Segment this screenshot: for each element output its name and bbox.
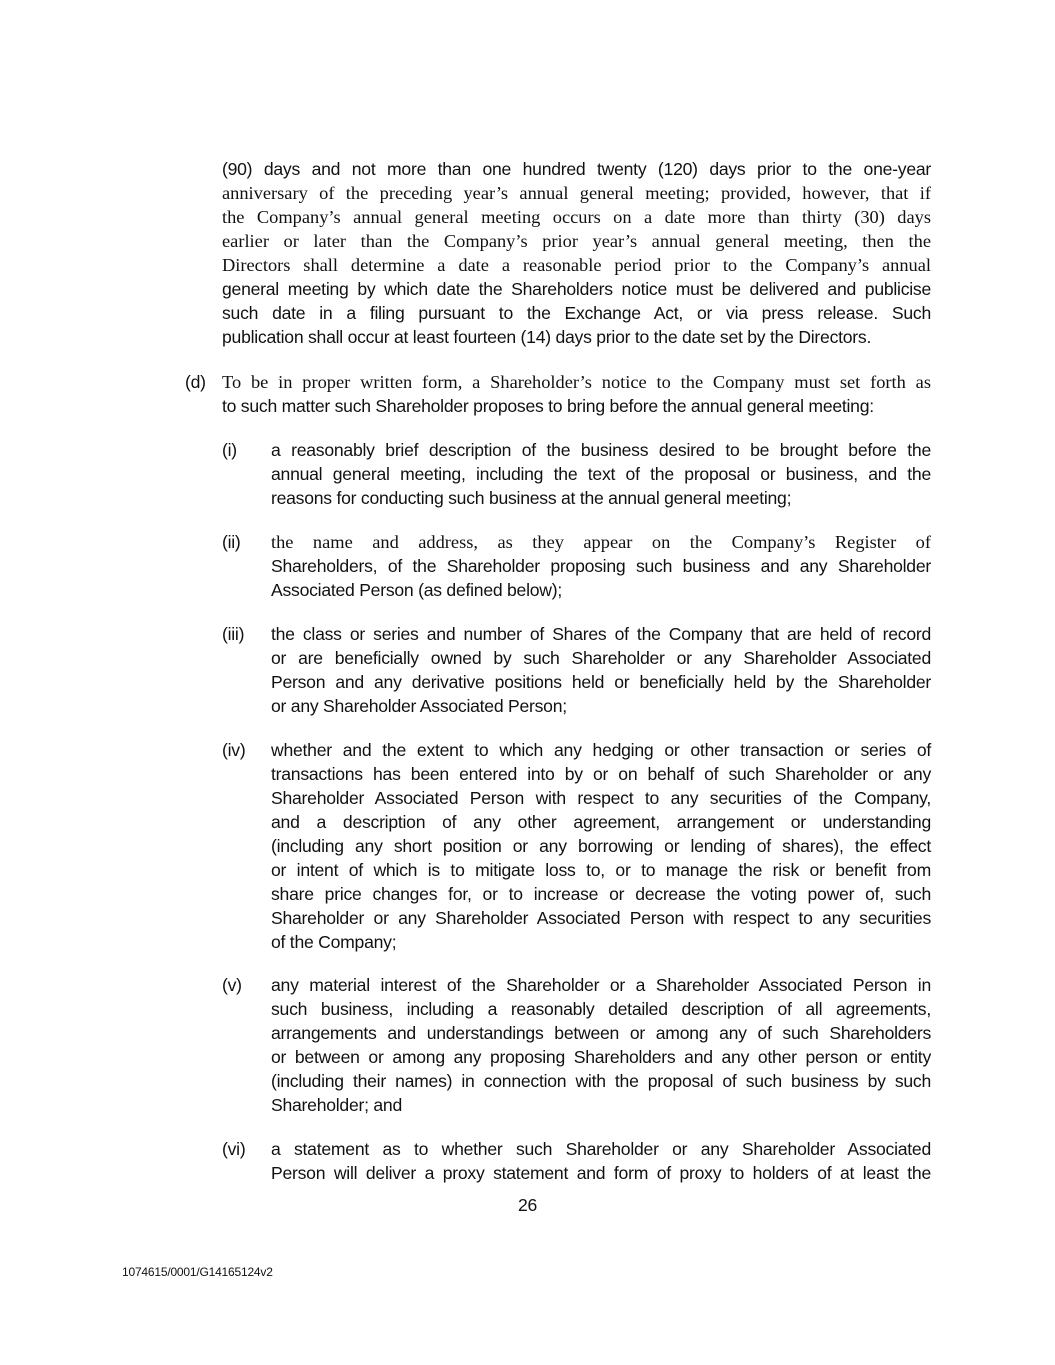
item-line: Person and any derivative positions held or beneficially held by the Shareholder: [271, 672, 931, 692]
item-line: any material interest of the Shareholder or a Shareholder Associated Person in: [271, 975, 931, 995]
item-label: (v): [222, 975, 242, 995]
item-label: (vi): [222, 1139, 246, 1159]
item-line: Associated Person (as defined below);: [271, 580, 562, 600]
item-line: arrangements and understandings between or among any of such Shareholders: [271, 1023, 931, 1043]
item-line: whether and the extent to which any hedging or other transaction or series of: [271, 740, 931, 760]
item-line: or between or among any proposing Shareholders and any other person or entity: [271, 1047, 931, 1067]
item-line: a statement as to whether such Shareholder or any Shareholder Associated: [271, 1139, 931, 1159]
paragraph-line: anniversary of the preceding year’s annual general meeting; provided, however, that if: [222, 183, 931, 203]
paragraph-line: To be in proper written form, a Shareholder’s notice to the Company must set forth as: [222, 372, 931, 392]
item-label: (iv): [222, 740, 246, 760]
paragraph-line: earlier or later than the Company’s prior year’s annual general meeting, then the: [222, 231, 931, 251]
item-label: (iii): [222, 624, 245, 644]
paragraph-line: (90) days and not more than one hundred twenty (120) days prior to the one-year: [222, 159, 931, 179]
item-line: or intent of which is to mitigate loss to, or to manage the risk or benefit from: [271, 860, 931, 880]
item-line: transactions has been entered into by or on behalf of such Shareholder or any: [271, 764, 931, 784]
paragraph-line: publication shall occur at least fourteen (14) days prior to the date set by the Directors.: [222, 327, 872, 347]
item-line: Person will deliver a proxy statement and form of proxy to holders of at least the: [271, 1163, 931, 1183]
item-line: and a description of any other agreement, arrangement or understanding: [271, 812, 931, 832]
item-line: annual general meeting, including the text of the proposal or business, and the: [271, 464, 931, 484]
item-line: Shareholder; and: [271, 1095, 402, 1115]
item-line: or any Shareholder Associated Person;: [271, 696, 567, 716]
item-line: Shareholders, of the Shareholder proposing such business and any Shareholder: [271, 556, 931, 576]
section-label: (d): [185, 372, 206, 392]
item-line: such business, including a reasonably detailed description of all agreements,: [271, 999, 931, 1019]
document-id-footer: 1074615/0001/G14165124v2: [122, 1265, 273, 1279]
item-line: a reasonably brief description of the business desired to be brought before the: [271, 440, 931, 460]
paragraph-line: the Company’s annual general meeting occurs on a date more than thirty (30) days: [222, 207, 931, 227]
item-line: the class or series and number of Shares of the Company that are held of record: [271, 624, 931, 644]
item-line: Shareholder or any Shareholder Associated Person with respect to any securities: [271, 908, 931, 928]
paragraph-line: general meeting by which date the Shareholders notice must be delivered and publicise: [222, 279, 931, 299]
paragraph-line: Directors shall determine a date a reasonable period prior to the Company’s annual: [222, 255, 931, 275]
item-line: the name and address, as they appear on the Company’s Register of: [271, 532, 931, 552]
item-line: or are beneficially owned by such Shareholder or any Shareholder Associated: [271, 648, 931, 668]
page-number: 26: [517, 1195, 538, 1215]
paragraph-line: to such matter such Shareholder proposes to bring before the annual general meeting:: [222, 396, 874, 416]
item-line: (including any short position or any borrowing or lending of shares), the effect: [271, 836, 931, 856]
item-line: reasons for conducting such business at the annual general meeting;: [271, 488, 792, 508]
item-label: (ii): [222, 532, 241, 552]
item-line: Shareholder Associated Person with respect to any securities of the Company,: [271, 788, 931, 808]
item-line: (including their names) in connection with the proposal of such business by such: [271, 1071, 931, 1091]
item-line: of the Company;: [271, 932, 397, 952]
paragraph-line: such date in a filing pursuant to the Exchange Act, or via press release. Such: [222, 303, 931, 323]
item-line: share price changes for, or to increase or decrease the voting power of, such: [271, 884, 931, 904]
item-label: (i): [222, 440, 237, 460]
